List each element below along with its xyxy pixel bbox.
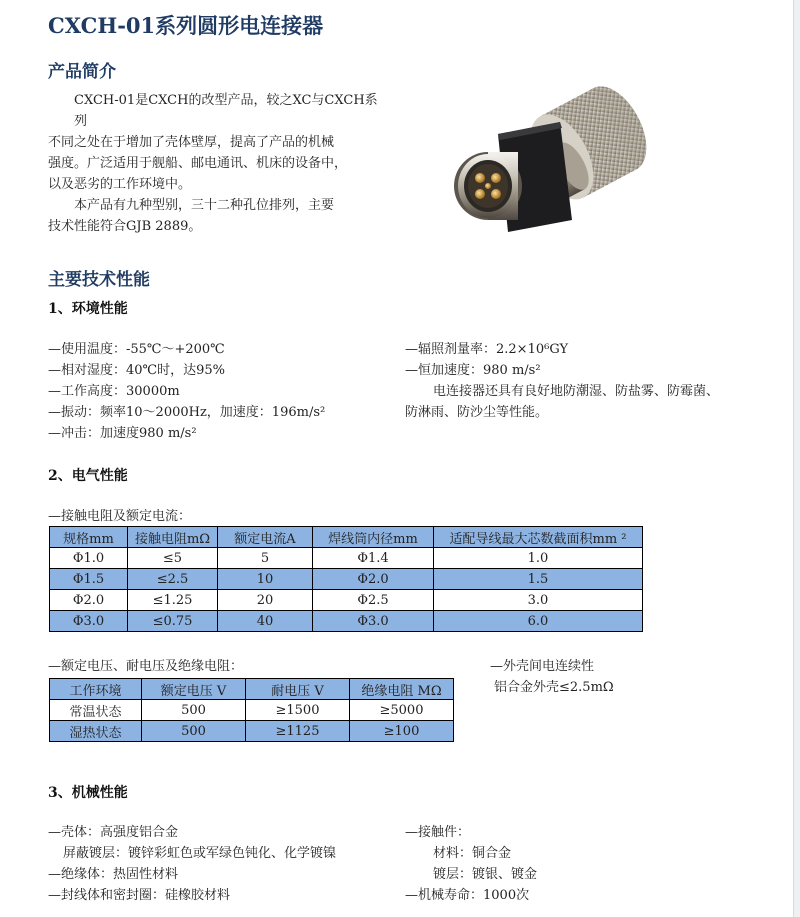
table-cell: Φ2.0 [50,590,128,611]
table-header: 规格mm [50,527,128,548]
contact-resistance-table [49,526,643,632]
intro-line: 以及恶劣的工作环境中。 [48,177,192,192]
env-item: —辐照剂量率：2.2×10⁶GY [405,342,569,357]
table-header: 绝缘电阻 MΩ [350,679,454,700]
table-header: 适配导线最大芯数截面积mm ² [434,527,643,548]
table-cell: ≥1125 [246,721,350,742]
table-cell: 常温状态 [50,700,142,721]
mech-item: —绝缘体：热固性材料 [48,867,179,882]
env-item: —工作高度：30000m [48,384,180,399]
table1-caption: —接触电阻及额定电流： [48,509,192,524]
env-item: —冲击：加速度980 m/s² [48,426,197,441]
env-item: —使用温度：-55℃～+200℃ [48,342,225,357]
table-cell: ≥5000 [350,700,454,721]
intro-line: 本产品有九种型别，三十二种孔位排列，主要 [74,198,335,213]
table-cell: ≥100 [350,721,454,742]
table-header: 工作环境 [50,679,142,700]
mech-right-list [405,822,537,906]
intro-line: CXCH-01是CXCH的改型产品，较之XC与CXCH系列 [74,93,378,129]
table-cell: 10 [218,569,313,590]
intro-heading: 产品简介 [48,62,116,82]
table-cell: Φ3.0 [313,611,434,632]
table-cell: 湿热状态 [50,721,142,742]
mech-left-list [48,822,336,906]
table-cell: 1.0 [434,548,643,569]
table-cell: 6.0 [434,611,643,632]
table-cell: 20 [218,590,313,611]
intro-text [48,90,378,237]
table-cell: 3.0 [434,590,643,611]
table-row [50,590,643,611]
table-header: 耐电压 V [246,679,350,700]
mech-item: —封线体和密封圈：硅橡胶材料 [48,888,231,903]
mech-item: 镀层：镀银、镀金 [433,867,538,882]
env-heading: 1、环境性能 [48,301,128,317]
table-cell: Φ3.0 [50,611,128,632]
intro-line: 技术性能符合GJB 2889。 [48,219,202,234]
env-item: —恒加速度：980 m/s² [405,363,541,378]
continuity-title: —外壳间电连续性 [490,659,595,674]
mech-item: —接触件： [405,825,471,840]
table-cell: Φ2.5 [313,590,434,611]
table-cell: Φ2.0 [313,569,434,590]
mech-item: 屏蔽镀层：镀锌彩虹色或军绿色钝化、化学镀镍 [63,846,337,861]
env-item: —振动：频率10～2000Hz，加速度：196m/s² [48,405,326,420]
table-row [50,569,643,590]
table-cell: ≥1500 [246,700,350,721]
table-cell: 5 [218,548,313,569]
table-row [50,611,643,632]
table-cell: Φ1.0 [50,548,128,569]
table-cell: 500 [142,721,246,742]
table-header: 额定电压 V [142,679,246,700]
env-item: 防淋雨、防沙尘等性能。 [405,405,549,420]
env-right-list [405,339,719,423]
table-cell: Φ1.5 [50,569,128,590]
page-right-border [793,0,800,917]
mech-heading: 3、机械性能 [48,785,128,801]
table-cell: ≤5 [128,548,218,569]
env-left-list [48,339,325,444]
table-cell: ≤2.5 [128,569,218,590]
env-item: 电连接器还具有良好地防潮湿、防盐雾、防霉菌、 [433,384,720,399]
table-row [50,721,454,742]
table-cell: 40 [218,611,313,632]
main-heading: 主要技术性能 [48,270,150,290]
table-header: 额定电流A [218,527,313,548]
table-header: 焊线筒内径mm [313,527,434,548]
table-cell: Φ1.4 [313,548,434,569]
mech-item: —壳体：高强度铝合金 [48,825,179,840]
table-cell: 500 [142,700,246,721]
voltage-table [49,678,454,742]
mech-item: 材料：铜合金 [433,846,512,861]
elec-heading: 2、电气性能 [48,468,128,484]
intro-line: 不同之处在于增加了壳体壁厚，提高了产品的机械 [48,135,335,150]
table-cell: 1.5 [434,569,643,590]
env-item: —相对湿度：40℃时，达95% [48,363,225,378]
intro-line: 强度。广泛适用于舰船、邮电通讯、机床的设备中， [48,156,348,171]
page-title: CXCH-01系列圆形电连接器 [48,13,324,38]
table-row [50,548,643,569]
table-cell: ≤1.25 [128,590,218,611]
table2-caption: —额定电压、耐电压及绝缘电阻： [48,659,244,674]
table-row [50,700,454,721]
connector-product-image [440,82,662,240]
mech-item: —机械寿命：1000次 [405,888,530,903]
table-cell: ≤0.75 [128,611,218,632]
continuity-value: 铝合金外壳≤2.5mΩ [494,680,614,695]
table-header: 接触电阻mΩ [128,527,218,548]
